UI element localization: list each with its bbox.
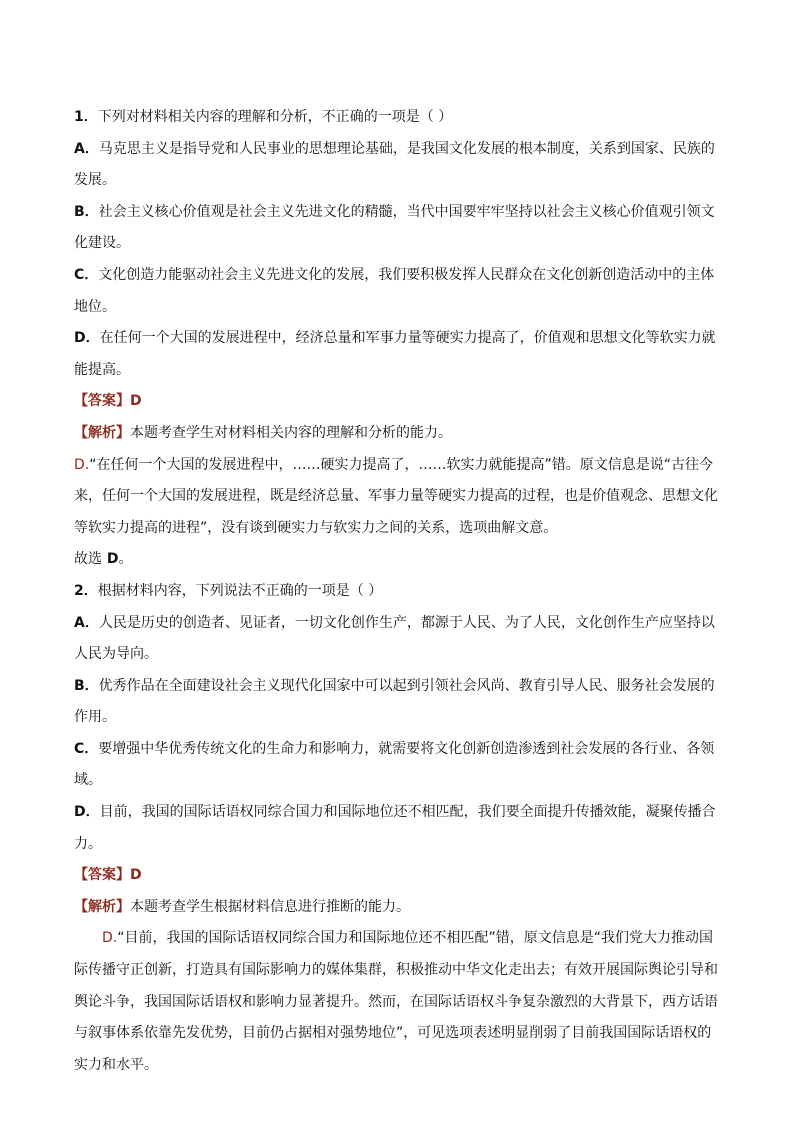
analysis-tag: 【解析】 (74, 424, 130, 441)
answer-tag: 【答案】 (74, 393, 130, 410)
question-1-option-d (74, 323, 722, 386)
option-label: C． (74, 266, 99, 283)
question-1-text: 下列对材料相关内容的理解和分析，不正确的一项是（ ） (97, 109, 453, 125)
conclusion-letter: D (102, 551, 119, 568)
question-2-text: 根据材料内容，下列说法不正确的一项是（ ） (97, 582, 383, 599)
answer-tag: 【答案】 (74, 867, 130, 884)
option-text: 社会主义核心价值观是社会主义先进文化的精髓，当代中国要牢牢坚持以社会主义核心价值观引领文化建设。 (74, 203, 715, 252)
option-text: 目前，我国的国际话语权同综合国力和国际地位还不相匹配，我们要全面提升传播效能，凝聚传播合力。 (74, 804, 716, 852)
analysis-body-text: “目前，我国的国际话语权同综合国力和国际地位还不相匹配”错，原文信息是“我们党大力推动国际传播守正创新，打造具有国际影响力的媒体集群，积极推动中华文化走出去；有效开展国际舆论引导和舆论斗争，我国国际话语权和影响力显著提升。然而，在国际话语权斗争复杂激烈的大背景下，西方话语与叙事体系依靠先发优势，目前仍占据相对强势地位”，可见选项表述明显削弱了目前我国国际话语权的实力和水平。 (74, 930, 718, 1073)
analysis-letter: D. (102, 930, 118, 947)
option-label: D． (74, 804, 100, 821)
question-2-option-b (74, 671, 722, 734)
option-text: 文化创造力能驱动社会主义先进文化的发展，我们要积极发挥人民群众在文化创新创造活动中的主体地位。 (74, 266, 715, 315)
question-2-stem (74, 576, 722, 608)
question-1-number: 1． (74, 109, 98, 125)
question-1-conclusion (74, 544, 722, 576)
question-2-analysis-intro (74, 892, 722, 924)
conclusion-text: 故选 (74, 551, 102, 568)
option-label: A． (74, 614, 99, 631)
option-text: 人民是历史的创造者、见证者，一切文化创作生产，都源于人民、为了人民，文化创作生产应坚持以人民为导向。 (74, 614, 715, 663)
question-1-answer (74, 386, 722, 418)
question-1-option-b (74, 197, 722, 260)
option-label: A． (74, 140, 99, 157)
answer-value: D (130, 393, 142, 410)
option-text: 要增强中华优秀传统文化的生命力和影响力，就需要将文化创新创造渗透到社会发展的各行业、各领域。 (74, 740, 715, 789)
document-content (74, 102, 722, 1081)
question-2-analysis-body (74, 923, 722, 1081)
analysis-body-text: “在任何一个大国的发展进程中，……硬实力提高了，……软实力就能提高”错。原文信息是说“古往今来，任何一个大国的发展进程，既是经济总量、军事力量等硬实力提高的过程，也是价值观念、思想文化等软实力提高的进程”，没有谈到硬实力与软实力之间的关系，选项曲解文意。 (74, 456, 718, 536)
question-1-stem (74, 102, 722, 134)
question-1-option-c (74, 260, 722, 323)
question-1-analysis-body (74, 450, 722, 545)
analysis-intro-text: 本题考查学生对材料相关内容的理解和分析的能力。 (130, 424, 452, 441)
option-label: B． (74, 203, 99, 220)
option-text: 在任何一个大国的发展进程中，经济总量和军事力量等硬实力提高了，价值观和思想文化等软实力就能提高。 (74, 330, 716, 378)
option-label: C． (74, 740, 99, 757)
answer-value: D (130, 867, 142, 884)
option-text: 马克思主义是指导党和人民事业的思想理论基础，是我国文化发展的根本制度，关系到国家、民族的发展。 (74, 140, 715, 189)
analysis-intro-text: 本题考查学生根据材料信息进行推断的能力。 (130, 898, 410, 915)
question-2-option-a (74, 608, 722, 671)
analysis-tag: 【解析】 (74, 898, 130, 915)
option-text: 优秀作品在全面建设社会主义现代化国家中可以起到引领社会风尚、教育引导人民、服务社会发展的作用。 (74, 677, 715, 726)
question-2-answer (74, 860, 722, 892)
question-2-option-d (74, 797, 722, 860)
question-1-analysis-intro (74, 418, 722, 450)
question-2-option-c (74, 734, 722, 797)
conclusion-end: 。 (118, 551, 133, 568)
analysis-letter: D. (74, 456, 90, 473)
option-label: D． (74, 330, 100, 347)
option-label: B． (74, 677, 99, 694)
question-1-option-a (74, 134, 722, 197)
question-2-number: 2． (74, 582, 98, 599)
